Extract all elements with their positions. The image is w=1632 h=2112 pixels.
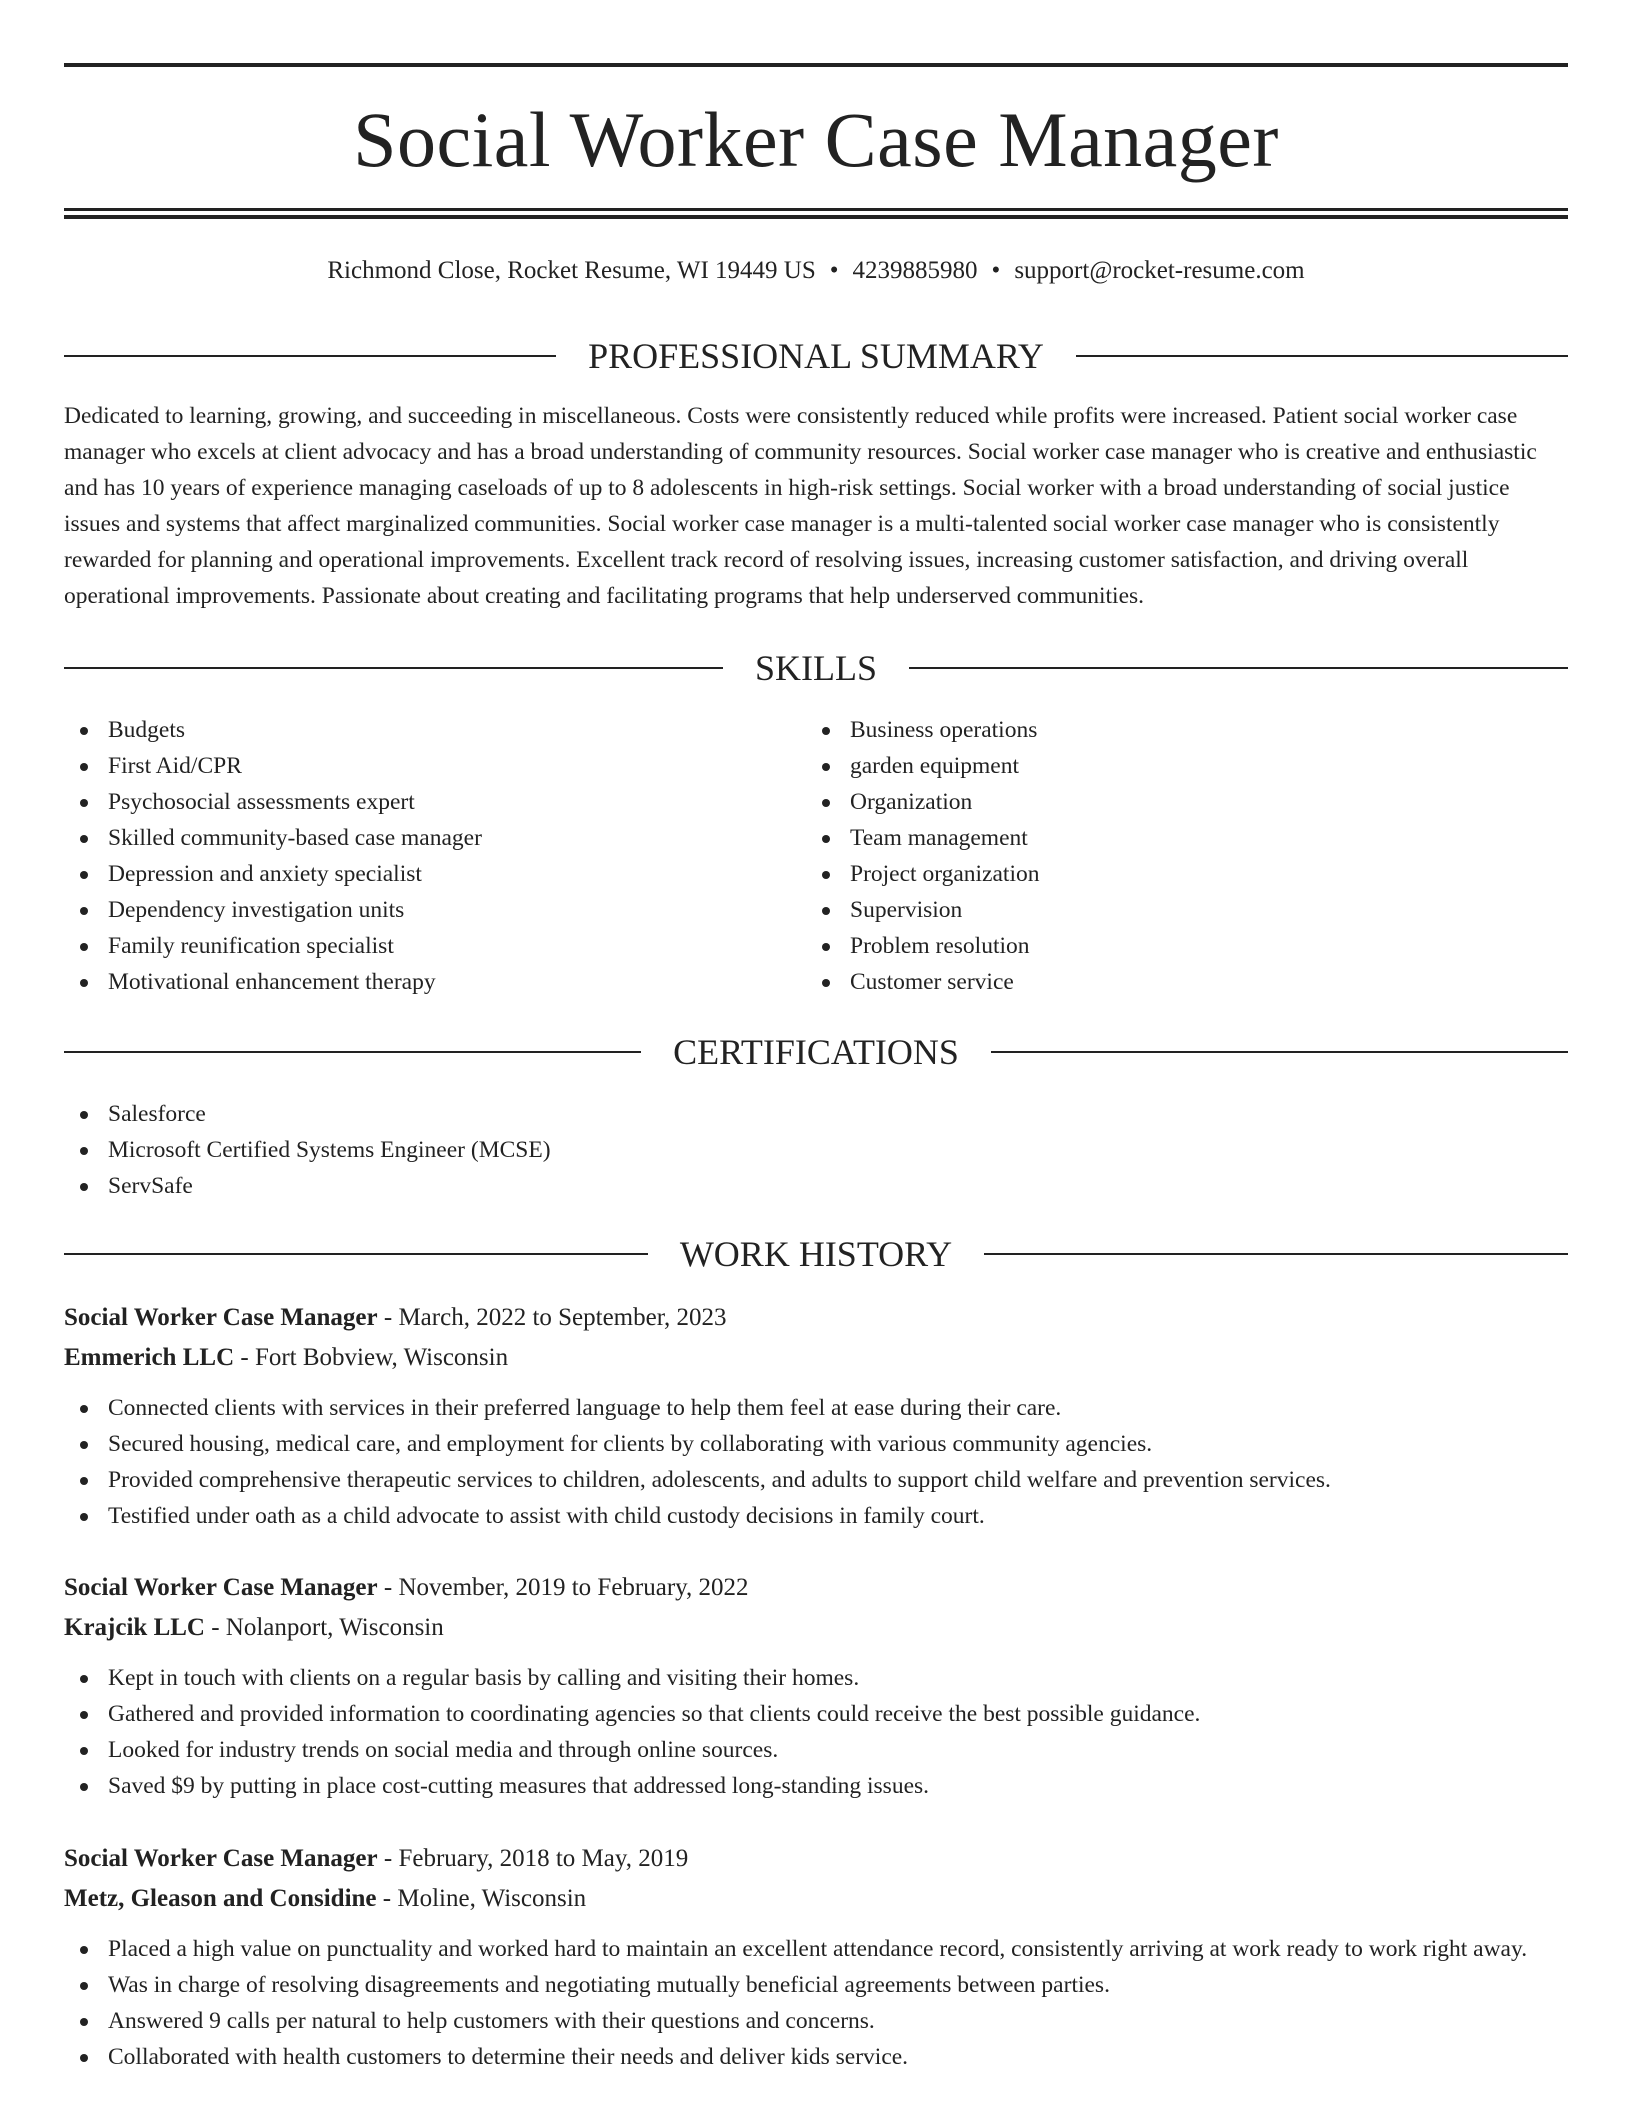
section-heading-label: WORK HISTORY [679,1234,953,1274]
resume-title: Social Worker Case Manager [353,96,1279,183]
section-rule [64,355,556,357]
job-dates: - November, 2019 to February, 2022 [377,1574,749,1601]
job-bullets [64,1390,1568,1534]
job-bullets [64,1931,1568,2075]
skill-item: Project organization [806,856,1506,892]
section-rule [64,667,723,669]
skill-item: Team management [806,820,1506,856]
job-bullet: Was in charge of resolving disagreements and negotiating mutually beneficial agreements between parties. [64,1967,1568,2003]
section-rule [64,1051,641,1053]
job-company: Metz, Gleason and Considine [64,1885,377,1912]
contact-email[interactable]: support@rocket-resume.com [1014,257,1305,284]
job-title: Social Worker Case Manager [64,1304,378,1331]
section-heading-skills [64,646,1568,690]
summary-paragraph: Dedicated to learning, growing, and succeeding in miscellaneous. Costs were consistently reduced while profits were increased. Patient social worker case manager who excels at client advocacy and has a broad understanding of community resources. Social worker case manager who is creative and enthusiastic and has 10 years of experience managing caseloads of up to 8 adolescents in high-risk settings. Social worker with a broad understanding of social justice issues and systems that affect marginalized communities. Social worker case manager is a multi-talented social worker case manager who is consistently rewarded for planning and operational improvements. Excellent track record of resolving issues, increasing customer satisfaction, and driving overall operational improvements. Passionate about creating and facilitating programs that help underserved communities. [64,403,1537,609]
contact-separator: • [991,257,1001,284]
job-entry [64,1839,1568,2075]
skill-item: Dependency investigation units [64,892,764,928]
job-location: - Nolanport, Wisconsin [204,1614,444,1641]
job-company: Krajcik LLC [64,1614,205,1641]
skill-item: Motivational enhancement therapy [64,964,764,1000]
job-title-line [64,1568,1568,1608]
job-dates: - March, 2022 to September, 2023 [377,1304,727,1331]
job-bullets [64,1660,1568,1804]
contact-address: Richmond Close, Rocket Resume, WI 19449 US [327,257,816,284]
job-dates: - February, 2018 to May, 2019 [377,1845,689,1872]
skill-item: Family reunification specialist [64,928,764,964]
job-bullet: Provided comprehensive therapeutic services to children, adolescents, and adults to support child welfare and prevention services. [64,1462,1568,1498]
skills-list-left [64,712,764,1000]
job-bullet: Kept in touch with clients on a regular basis by calling and visiting their homes. [64,1660,1568,1696]
section-rule [991,1051,1568,1053]
section-rule [1076,355,1568,357]
certifications-list [64,1096,1568,1204]
skill-item: Depression and anxiety specialist [64,856,764,892]
job-company-line [64,1608,1568,1648]
section-heading-work-history [64,1232,1568,1276]
job-bullet: Secured housing, medical care, and employment for clients by collaborating with various community agencies. [64,1426,1568,1462]
contact-separator: • [829,257,839,284]
section-rule [984,1253,1568,1255]
job-entry [64,1298,1568,1534]
job-company: Emmerich LLC [64,1344,235,1371]
section-heading-summary [64,334,1568,378]
skill-item: First Aid/CPR [64,748,764,784]
certification-item: Salesforce [64,1096,1568,1132]
skill-item: Organization [806,784,1506,820]
skill-item: Budgets [64,712,764,748]
job-title-line [64,1839,1568,1879]
skill-item: Supervision [806,892,1506,928]
header-double-rule-upper [64,208,1568,211]
job-bullet: Saved $9 by putting in place cost-cutting measures that addressed long-standing issues. [64,1768,1568,1804]
skills-list-right [806,712,1506,1000]
job-bullet: Testified under oath as a child advocate to assist with child custody decisions in family court. [64,1498,1568,1534]
job-bullet: Answered 9 calls per natural to help customers with their questions and concerns. [64,2003,1568,2039]
skill-item: Customer service [806,964,1506,1000]
job-bullet: Looked for industry trends on social media and through online sources. [64,1732,1568,1768]
job-company-line [64,1338,1568,1378]
section-heading-label: SKILLS [755,648,878,688]
job-location: - Fort Bobview, Wisconsin [234,1344,509,1371]
section-rule [64,1253,648,1255]
job-company-line [64,1879,1568,1919]
section-heading-label: PROFESSIONAL SUMMARY [588,336,1044,376]
skill-item: Problem resolution [806,928,1506,964]
certification-item: Microsoft Certified Systems Engineer (MCSE) [64,1132,1568,1168]
job-location: - Moline, Wisconsin [376,1885,587,1912]
job-bullet: Placed a high value on punctuality and worked hard to maintain an excellent attendance record, consistently arriving at work ready to work right away. [64,1931,1568,1967]
section-rule [909,667,1568,669]
section-heading-certifications [64,1030,1568,1074]
job-bullet: Connected clients with services in their preferred language to help them feel at ease during their care. [64,1390,1568,1426]
skill-item: garden equipment [806,748,1506,784]
certification-item: ServSafe [64,1168,1568,1204]
contact-line [64,254,1568,288]
job-title: Social Worker Case Manager [64,1845,378,1872]
skill-item: Business operations [806,712,1506,748]
job-title-line [64,1298,1568,1338]
job-bullet: Collaborated with health customers to determine their needs and deliver kids service. [64,2039,1568,2075]
skill-item: Skilled community-based case manager [64,820,764,856]
header-double-rule-lower [64,215,1568,219]
job-bullet: Gathered and provided information to coordinating agencies so that clients could receive the best possible guidance. [64,1696,1568,1732]
section-heading-label: CERTIFICATIONS [673,1032,959,1072]
contact-phone: 4239885980 [852,257,978,284]
job-title: Social Worker Case Manager [64,1574,378,1601]
header-top-rule [64,63,1568,67]
job-entry [64,1568,1568,1804]
skill-item: Psychosocial assessments expert [64,784,764,820]
